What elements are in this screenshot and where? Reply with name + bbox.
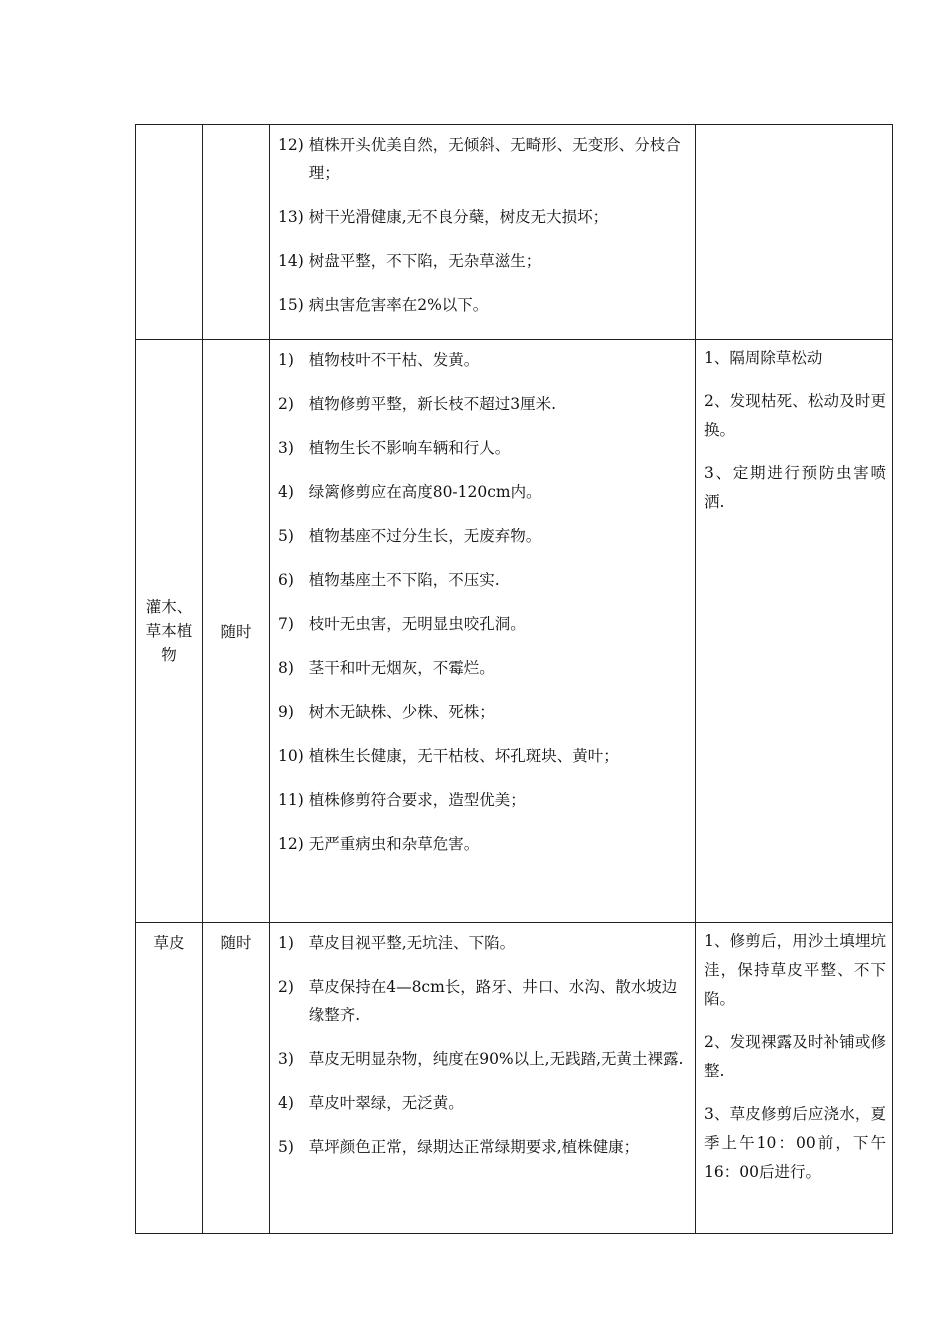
list-item: 14) 树盘平整，不下陷，无杂草滋生； xyxy=(278,252,542,270)
measures-cell xyxy=(696,923,893,1234)
list-item: 1) 草皮目视平整,无坑洼、下陷。 xyxy=(278,934,516,952)
measure-item: 1、隔周除草松动 xyxy=(704,349,823,367)
measure-item: 2、发现裸露及时补铺或修整. xyxy=(704,1033,886,1080)
standards-cell xyxy=(270,125,696,340)
list-item: 8) 茎干和叶无烟灰，不霉烂。 xyxy=(278,659,495,677)
list-item: 7) 枝叶无虫害，无明显虫咬孔洞。 xyxy=(278,615,526,633)
list-item: 12) 植株开头优美自然，无倾斜、无畸形、无变形、分枝合理； xyxy=(278,136,681,182)
category-cell xyxy=(136,125,203,340)
maintenance-standards-table xyxy=(135,124,893,1234)
list-item: 2) 草皮保持在4—8cm长，路牙、井口、水沟、散水坡边缘整齐. xyxy=(278,978,678,1024)
measure-item: 1、修剪后，用沙土填埋坑洼，保持草皮平整、不下陷。 xyxy=(704,932,886,1008)
list-item: 13) 树干光滑健康,无不良分蘖，树皮无大损坏； xyxy=(278,208,609,226)
list-item: 11) 植株修剪符合要求，造型优美； xyxy=(278,791,526,809)
list-item: 2) 植物修剪平整，新长枝不超过3厘米. xyxy=(278,395,556,413)
list-item: 10) 植株生长健康，无干枯枝、坏孔斑块、黄叶； xyxy=(278,747,619,765)
category-cell: 草皮 xyxy=(136,923,203,1234)
list-item: 4) 绿篱修剪应在高度80-120cm内。 xyxy=(278,483,542,501)
list-item: 4) 草皮叶翠绿，无泛黄。 xyxy=(278,1094,464,1112)
frequency-cell: 随时 xyxy=(203,340,270,923)
list-item: 3) 草皮无明显杂物，纯度在90%以上,无践踏,无黄土裸露. xyxy=(278,1050,684,1068)
measures-cell xyxy=(696,340,893,923)
frequency-cell: 随时 xyxy=(203,923,270,1234)
category-cell: 灌木、草本植物 xyxy=(136,340,203,923)
list-item: 1) 植物枝叶不干枯、发黄。 xyxy=(278,351,480,369)
list-item: 6) 植物基座土不下陷，不压实. xyxy=(278,571,500,589)
measure-item: 3、草皮修剪后应浇水，夏季上午10：00前，下午16：00后进行。 xyxy=(704,1105,886,1181)
table-row xyxy=(136,340,893,923)
list-item: 15) 病虫害危害率在2%以下。 xyxy=(278,296,489,314)
list-item: 9) 树木无缺株、少株、死株； xyxy=(278,703,495,721)
table-row xyxy=(136,125,893,340)
measure-item: 3、定期进行预防虫害喷洒. xyxy=(704,464,886,511)
frequency-cell xyxy=(203,125,270,340)
list-item: 3) 植物生长不影响车辆和行人。 xyxy=(278,439,511,457)
standards-cell xyxy=(270,340,696,923)
measures-cell xyxy=(696,125,893,340)
measure-item: 2、发现枯死、松动及时更换。 xyxy=(704,392,886,439)
list-item: 5) 植物基座不过分生长，无废弃物。 xyxy=(278,527,542,545)
list-item: 12) 无严重病虫和杂草危害。 xyxy=(278,835,480,853)
list-item: 5) 草坪颜色正常，绿期达正常绿期要求,植株健康； xyxy=(278,1138,640,1156)
standards-cell xyxy=(270,923,696,1234)
table-row xyxy=(136,923,893,1234)
